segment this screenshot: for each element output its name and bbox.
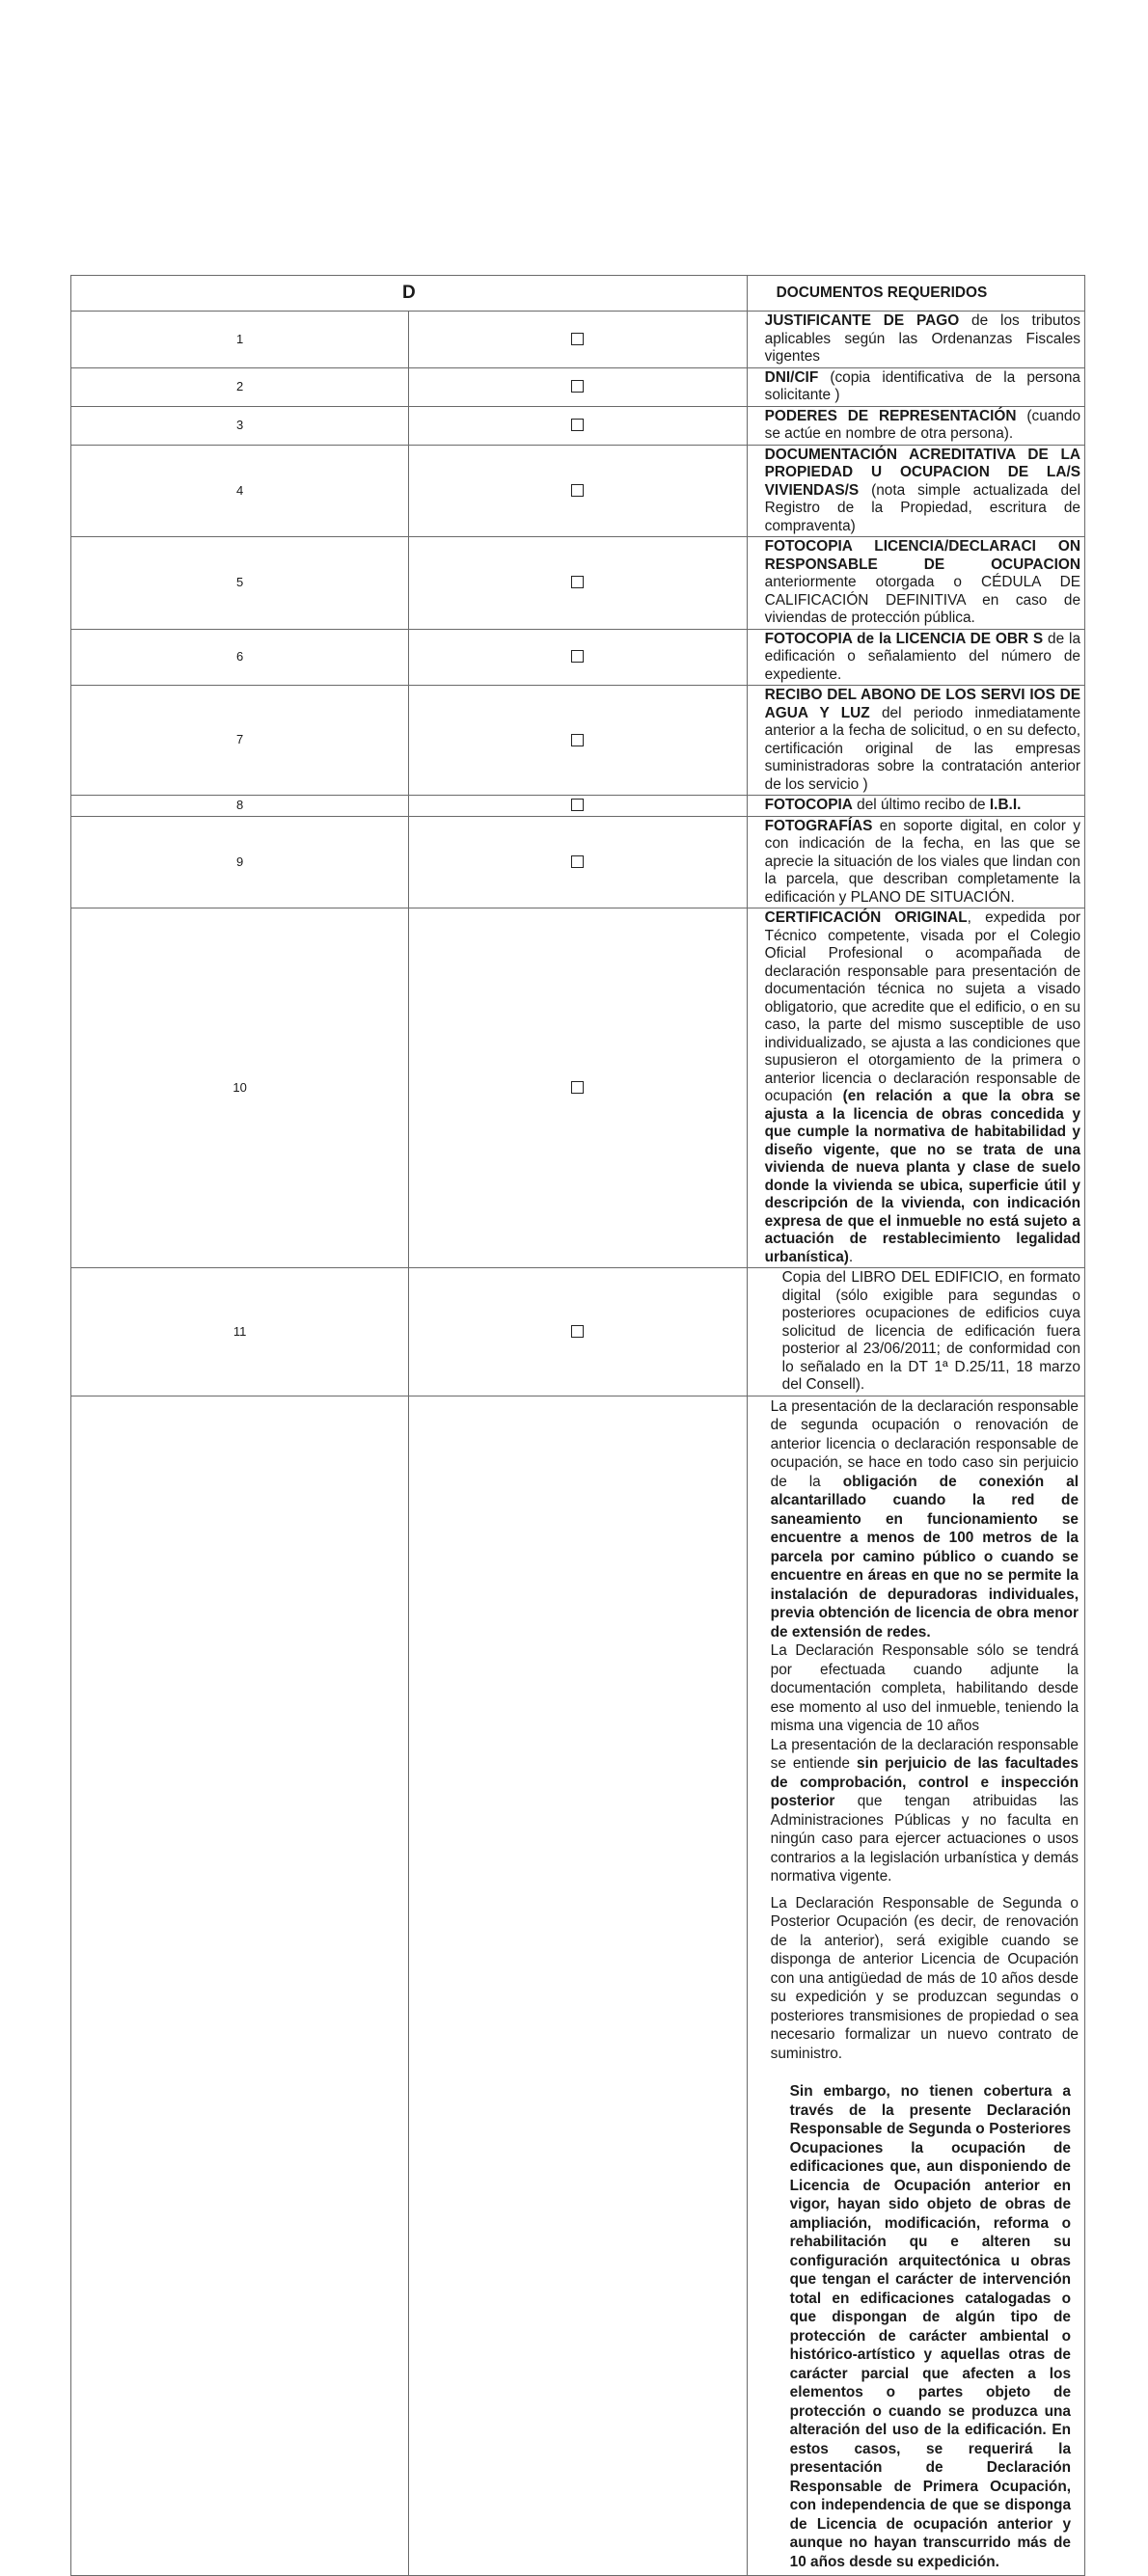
note-text: La presentación de la declaración responsable de segunda ocupación o renovación de anterior licencia o declaración responsable de ocupación, se hace en todo caso sin perjuicio de la xyxy=(770,1397,1079,1490)
row-text-regular: en soporte digital, en color y con indicación de la fecha, en las que se aprecie la situación de los viales que lindan con la parcela, que describan completamente la edificación y PLANO DE SITUACIÓN. xyxy=(764,817,1080,906)
note-text: La presentación de la declaración responsable se entiende xyxy=(770,1736,1079,1772)
row-number: 6 xyxy=(71,629,409,686)
row-text-regular: de la edificación o señalamiento del número de expediente. xyxy=(764,630,1080,683)
row-text-regular: (nota simple actualizada del Registro de la Propiedad, escritura de compraventa) xyxy=(764,481,1080,534)
row-text-bold: FOTOCOPIA xyxy=(764,797,853,813)
row-text-bold: PODERES DE REPRESENTACIÓN xyxy=(764,407,1017,424)
table-row xyxy=(71,406,1085,445)
checkbox[interactable] xyxy=(571,333,584,345)
checkbox[interactable] xyxy=(571,799,584,811)
checkbox[interactable] xyxy=(571,380,584,393)
row-text-bold: CERTIFICACIÓN ORIGINAL xyxy=(764,909,968,926)
table-header-row xyxy=(71,276,1085,312)
row-text-bold: (en relación a que la obra se ajusta a la licencia de obras concedida y que cumple la normativa de habitabilidad y diseño vigente, que no se trata de una vivienda de nueva planta y clase de suelo donde la vivienda se ubica, superficie útil y descripción de la vivienda, con indicación expresa de que el inmueble no está sujeto a actuación de restablecimiento legalidad urbanística) xyxy=(764,1088,1080,1265)
row-text-regular: Copia del LIBRO DEL EDIFICIO, en formato digital (sólo exigible para segundas o posteriores ocupaciones de edificios cuya solicitud de licencia de edificación fuera posterior al 23/06/2011; de conformidad con lo señalado en la DT 1ª D.25/11, 18 marzo del Consell). xyxy=(781,1269,1080,1393)
checkbox[interactable] xyxy=(571,576,584,588)
row-text-regular: (copia identificativa de la persona solicitante ) xyxy=(764,368,1080,403)
row-text-bold: FOTOCOPIA de la LICENCIA DE OBR S xyxy=(764,630,1044,647)
row-text-bold: RECIBO DEL ABONO DE LOS SERVI IOS DE AGUA Y LUZ xyxy=(764,687,1080,721)
table-row xyxy=(71,445,1085,537)
row-text xyxy=(747,537,1084,630)
note-paragraph: La Declaración Responsable de Segunda o Posterior Ocupación (es decir, de renovación de la anterior), será exigible cuando se disponga de anterior Licencia de Ocupación con una antigüedad de más de 10 años desde su expedición y se produzcan segundas o posteriores transmisiones de propiedad o sea necesario formalizar un nuevo contrato de suministro. xyxy=(770,1894,1079,2062)
row-text xyxy=(747,312,1084,368)
row-text-bold: JUSTIFICANTE DE PAGO xyxy=(764,312,960,329)
row-text xyxy=(747,816,1084,908)
row-number: 1 xyxy=(71,312,409,368)
row-number: 4 xyxy=(71,445,409,537)
row-text-bold: FOTOGRAFÍAS xyxy=(764,817,873,834)
notes-cell xyxy=(747,1396,1084,2576)
note-paragraph xyxy=(771,1397,1079,1642)
row-text-bold: I.B.I. xyxy=(989,797,1022,813)
checkbox[interactable] xyxy=(571,419,584,431)
row-number: 2 xyxy=(71,367,409,406)
checkbox[interactable] xyxy=(571,650,584,663)
note-text-bold: obligación de conexión al alcantarillado cuando la red de saneamiento en funcionamiento se encuentre a menos de 100 metros de la parcela por camino público o cuando se encuentre en áreas en que no se permite la instalación de depuradoras individuales, previa obtención de licencia de obra menor de extensión de redes. xyxy=(770,1473,1079,1641)
note-text: que tengan atribuidas las Administraciones Públicas y no faculta en ningún caso para ejercer actuaciones o usos contrarios a la legislación urbanística y demás normativa vigente. xyxy=(770,1793,1079,1885)
row-text-regular: de los tributos aplicables según las Ordenanzas Fiscales vigentes xyxy=(764,312,1081,365)
row-number: 8 xyxy=(71,796,409,817)
required-documents-table xyxy=(70,275,1085,2576)
section-title: DOCUMENTOS REQUERIDOS xyxy=(747,276,1084,312)
notes-row xyxy=(71,1396,1085,2576)
row-text-regular: (cuando se actúe en nombre de otra persona). xyxy=(764,407,1080,442)
row-text-regular: . xyxy=(848,1248,854,1265)
row-text-regular: , expedida por Técnico competente, visada por el Colegio Oficial Profesional o acompañada de declaración responsable para presentación de documentación técnica no sujeta a visado obligatorio, que acredite que el edificio, o en su caso, la parte del mismo susceptible de uso individualizado, se ajusta a las condiciones que supusieron el otorgamiento de la primera o anterior licencia o declaración responsable de ocupación xyxy=(764,909,1080,1104)
row-text xyxy=(747,629,1084,686)
row-text xyxy=(747,406,1084,445)
note-text-bold: sin perjuicio de las facultades de comprobación, control e inspección posterior xyxy=(770,1755,1079,1809)
row-number: 9 xyxy=(71,816,409,908)
row-text xyxy=(747,445,1084,537)
row-text xyxy=(747,796,1084,817)
checkbox[interactable] xyxy=(571,855,584,868)
table-row xyxy=(71,796,1085,817)
row-number: 10 xyxy=(71,908,409,1268)
table-row xyxy=(71,908,1085,1268)
section-letter: D xyxy=(71,276,748,312)
checkbox[interactable] xyxy=(571,484,584,497)
required-documents-sheet xyxy=(70,275,1085,2576)
table-row xyxy=(71,816,1085,908)
row-text xyxy=(747,367,1084,406)
row-text xyxy=(747,686,1084,796)
note-paragraph xyxy=(771,1736,1079,1886)
note-paragraph: La Declaración Responsable sólo se tendrá por efectuada cuando adjunte la documentación completa, habilitando desde ese momento al uso del inmueble, teniendo la misma una vigencia de 10 años xyxy=(770,1642,1079,1734)
row-number: 3 xyxy=(71,406,409,445)
row-number: 5 xyxy=(71,537,409,630)
note-paragraph-final: Sin embargo, no tienen cobertura a través de la presente Declaración Responsable de Segunda o Posteriores Ocupaciones la ocupación de edificaciones que, aun disponiendo de Licencia de Ocupación anterior en vigor, hayan sido objeto de obras de ampliación, modificación, reforma o rehabilitación qu e alteren su configuración arquitectónica u obras que tengan el carácter de intervención total en edificaciones catalogadas o que dispongan de algún tipo de protección de carácter ambiental o histórico-artístico y aquellas otras de carácter parcial que afecten a los elementos o partes objeto de protección o cuando se produzca una alteración del uso de la edificación. En estos casos, se requerirá la presentación de Declaración Responsable de Primera Ocupación, con independencia de que se disponga de Licencia de ocupación anterior y aunque no hayan transcurrido más de 10 años desde su expedición. xyxy=(789,2083,1071,2570)
row-text-bold: FOTOCOPIA LICENCIA/DECLARACI ON RESPONSABLE DE OCUPACION xyxy=(764,538,1080,573)
row-text-regular: del periodo inmediatamente anterior a la fecha de solicitud, o en su defecto, certificación original de las empresas suministradoras sobre la contratación anterior de los servicio ) xyxy=(764,704,1081,793)
row-text xyxy=(747,1268,1084,1396)
checkbox[interactable] xyxy=(571,1325,584,1338)
table-row xyxy=(71,629,1085,686)
row-text-regular: anteriormente otorgada o CÉDULA DE CALIFICACIÓN DEFINITIVA en caso de viviendas de protección pública. xyxy=(764,574,1080,626)
checkbox[interactable] xyxy=(571,1081,584,1094)
table-row xyxy=(71,367,1085,406)
row-number: 11 xyxy=(71,1268,409,1396)
row-text-bold: DNI/CIF xyxy=(764,368,819,386)
table-row xyxy=(71,537,1085,630)
table-row xyxy=(71,686,1085,796)
table-row xyxy=(71,312,1085,368)
checkbox[interactable] xyxy=(571,734,584,746)
table-row xyxy=(71,1268,1085,1396)
row-text-bold: DOCUMENTACIÓN ACREDITATIVA DE LA PROPIEDAD U OCUPACION DE LA/S VIVIENDAS/S xyxy=(764,446,1080,499)
row-text xyxy=(747,908,1084,1268)
row-text-regular: del último recibo de xyxy=(852,797,990,813)
row-number: 7 xyxy=(71,686,409,796)
